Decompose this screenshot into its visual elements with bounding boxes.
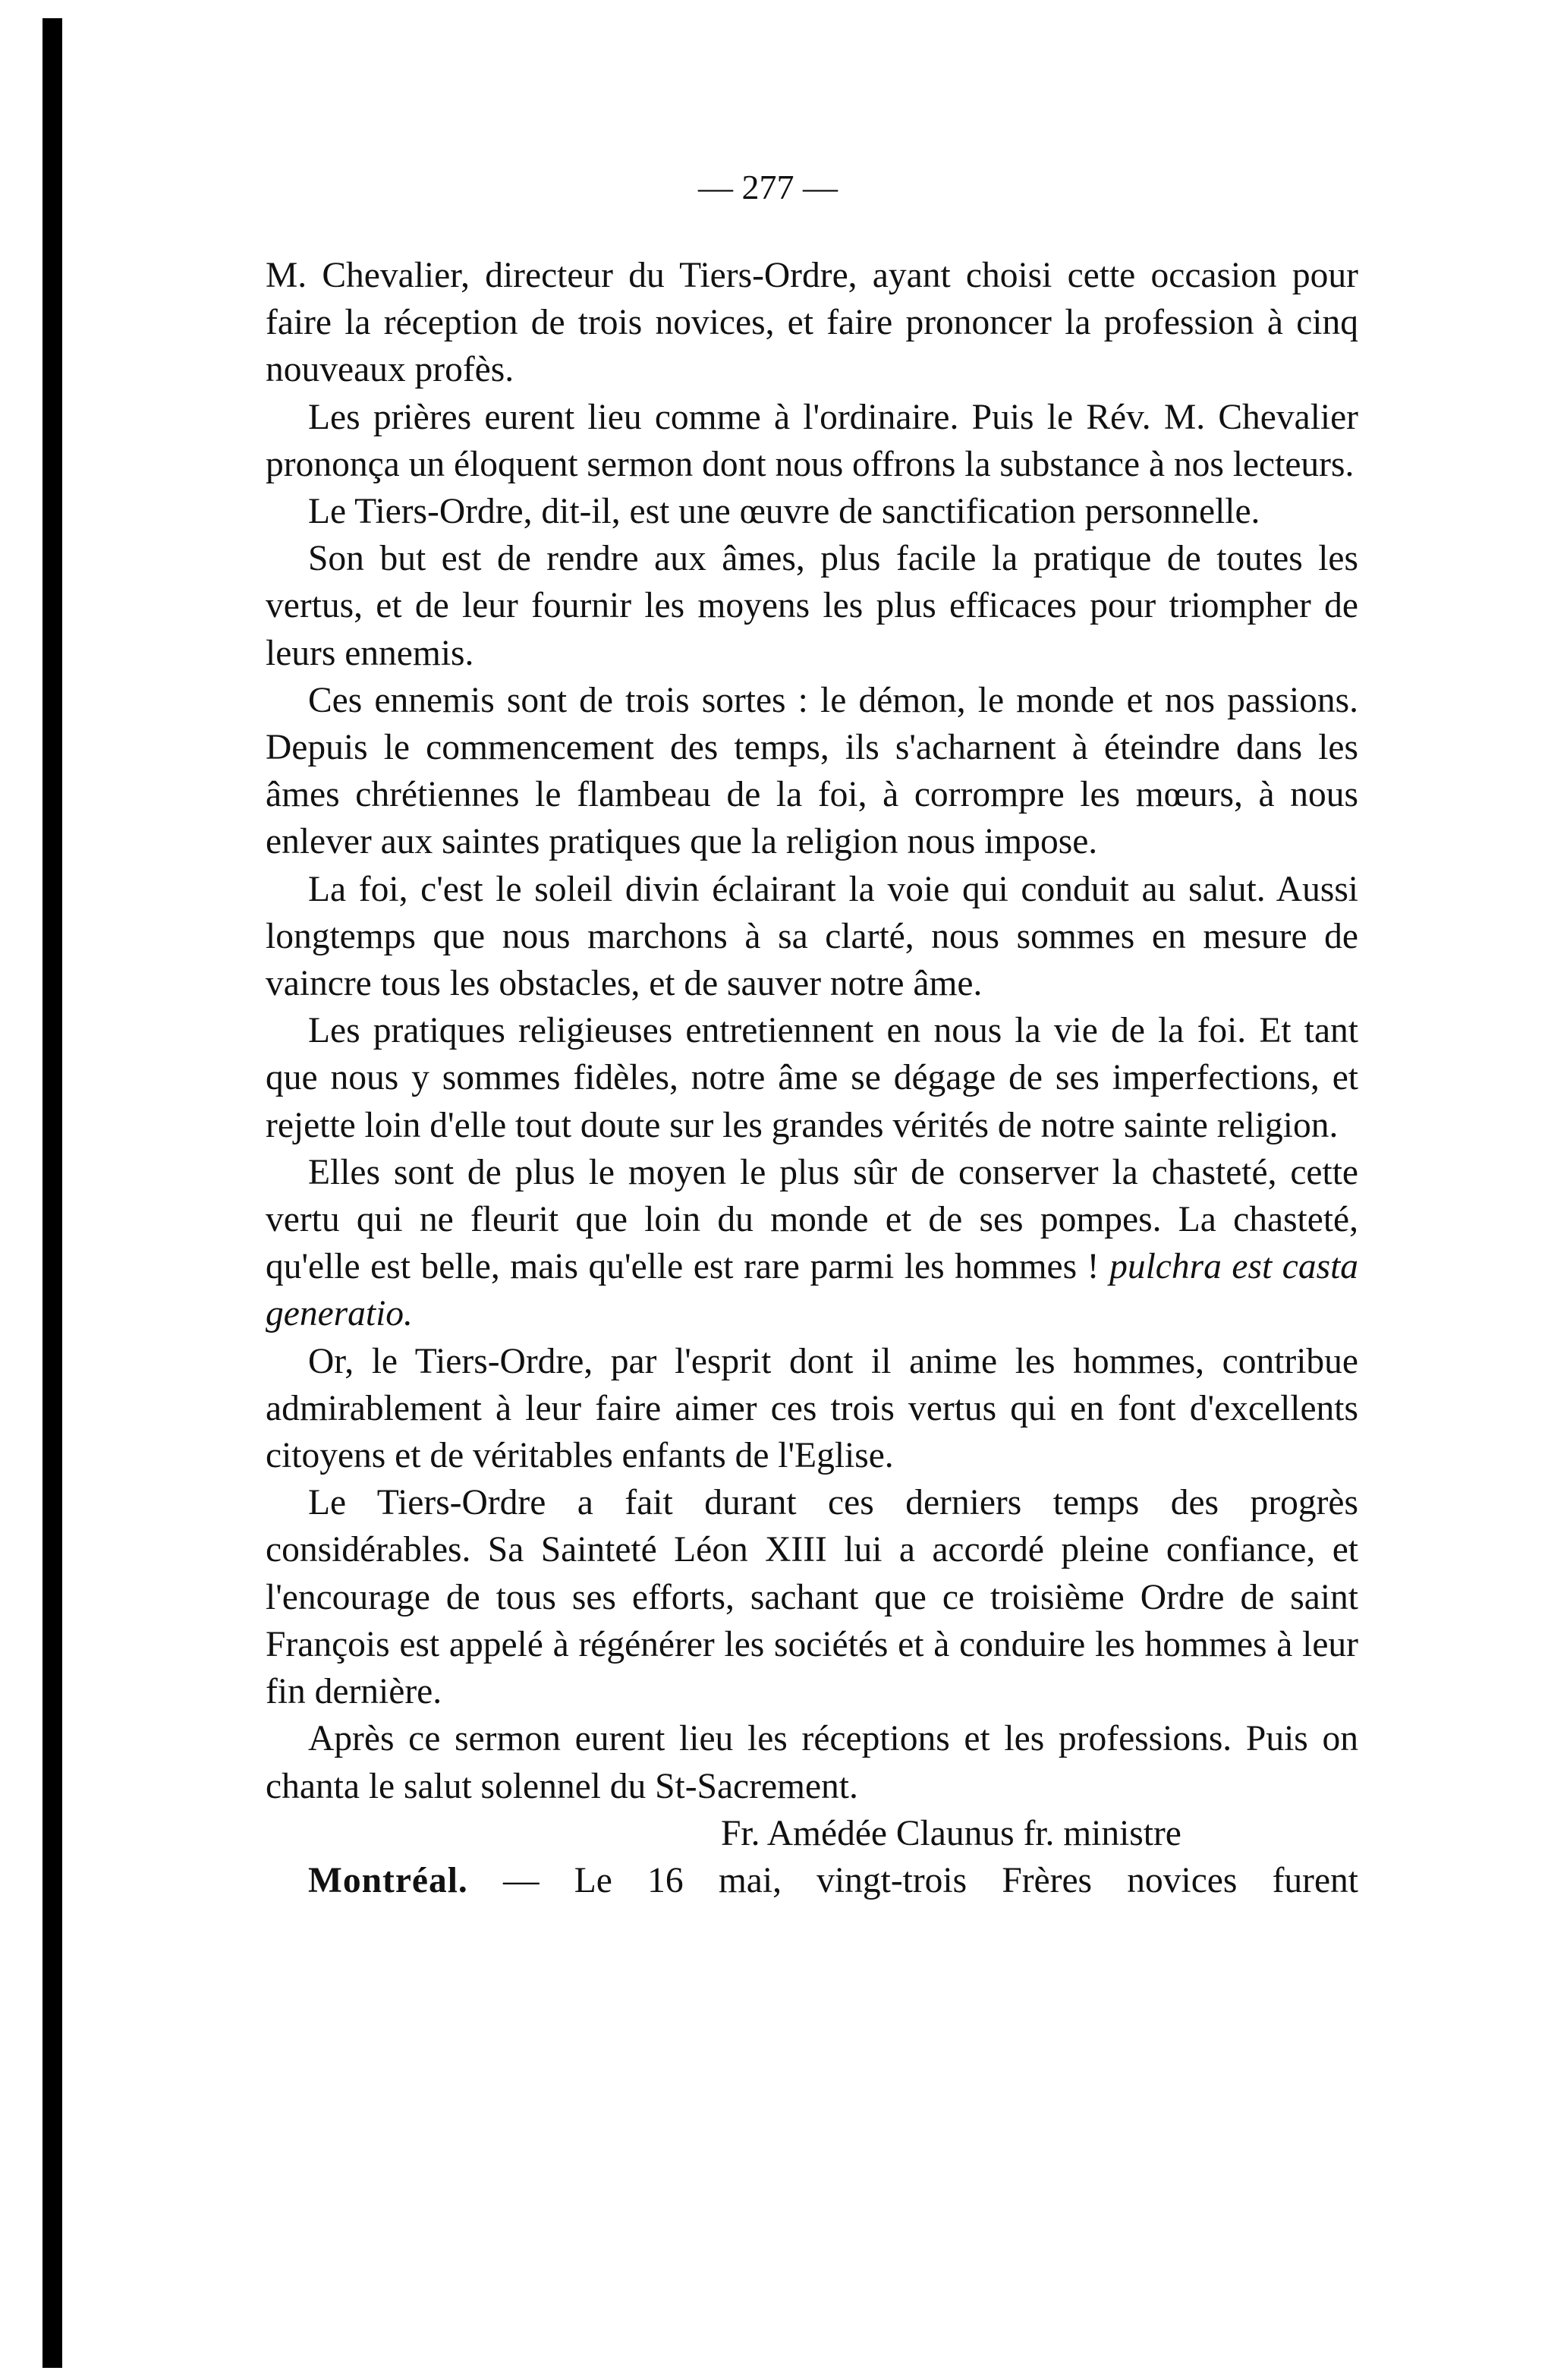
chastity-text: Elles sont de plus le moyen le plus sûr de conserver la chasteté, cette vertu qui ne fleurit que loin du monde et de ses pompes. La chasteté, qu'elle est belle, mais qu'elle est rare parmi les hommes ! [266,1152,1358,1287]
paragraph-4: Son but est de rendre aux âmes, plus facile la pratique de toutes les vertus, et de leur fournir les moyens les plus efficaces pour triompher de leurs ennemis. [266,539,1358,673]
paragraph-8 [266,1149,1358,1338]
scan-binding-edge [42,18,62,2368]
page-body [266,252,1358,1904]
paragraph-10: Le Tiers-Ordre a fait durant ces derniers temps des progrès considérables. Sa Sainteté Léon XIII lui a accordé pleine confiance, et l'encourage de tous ses efforts, sachant que ce troisième Ordre de saint François est appelé à régénérer les sociétés et à conduire les hommes à leur fin dernière. [266,1483,1358,1712]
closing-line [266,1857,1358,1904]
paragraph-9: Or, le Tiers-Ordre, par l'esprit dont il anime les hommes, contribue admirablement à leur faire aimer ces trois vertus qui en font d'excellents citoyens et de véritables enfants de l'Eglise. [266,1341,1358,1476]
closing-text: — Le 16 mai, vingt-trois Frères novices furent [503,1860,1358,1900]
city-heading: Montréal. [308,1860,468,1900]
paragraph-1: M. Chevalier, directeur du Tiers-Ordre, ayant choisi cette occasion pour faire la réception de trois novices, et faire prononcer la profession à cinq nouveaux profès. [266,256,1358,390]
signature: Fr. Amédée Claunus fr. ministre [721,1813,1181,1853]
paragraph-3: Le Tiers-Ordre, dit-il, est une œuvre de sanctification personnelle. [308,492,1260,532]
paragraph-5: Ces ennemis sont de trois sortes : le démon, le monde et nos passions. Depuis le commencement des temps, ils s'acharnent à éteindre dans les âmes chrétiennes le flambeau de la foi, à corrompre les mœurs, à nous enlever aux saintes pratiques que la religion nous impose. [266,680,1358,862]
latin-quote: pulchra est casta generatio. [266,1247,1359,1334]
page-number: — 277 — [698,168,838,206]
paragraph-6: La foi, c'est le soleil divin éclairant la voie qui conduit au salut. Aussi longtemps que nous marchons à sa clarté, nous sommes en mesure de vaincre tous les obstacles, et de sauver notre âme. [266,869,1358,1004]
paragraph-11: Après ce sermon eurent lieu les réceptions et les professions. Puis on chanta le salut solennel du St-Sacrement. [266,1719,1358,1806]
paragraph-2: Les prières eurent lieu comme à l'ordinaire. Puis le Rév. M. Chevalier prononça un éloquent sermon dont nous offrons la substance à nos lecteurs. [266,397,1358,484]
paragraph-7: Les pratiques religieuses entretiennent en nous la vie de la foi. Et tant que nous y sommes fidèles, notre âme se dégage de ses imperfections, et rejette loin d'elle tout doute sur les grandes vérités de notre sainte religion. [266,1011,1358,1145]
